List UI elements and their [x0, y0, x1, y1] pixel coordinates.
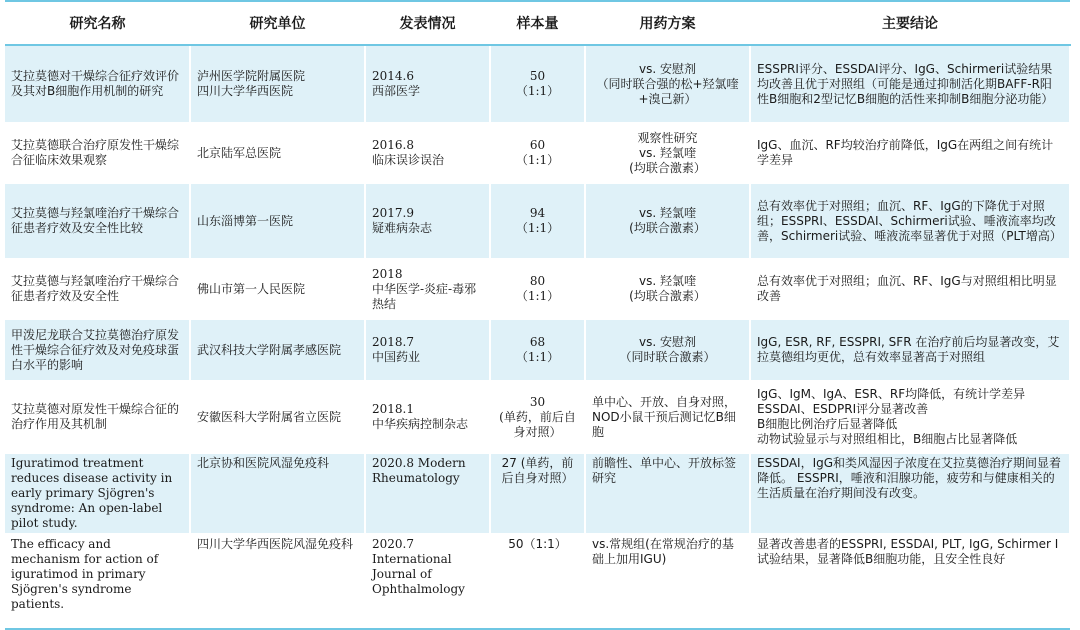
cell-conclusion: 显著改善患者的ESSPRI, ESSDAI, PLT, IgG, Schirmer I 试验结果，显著降低B细胞功能，且安全性良好 — [750, 534, 1070, 615]
table-row — [5, 259, 1070, 319]
cell-study-unit: 山东淄博第一医院 — [190, 183, 365, 259]
cell-regimen: vs.常规组(在常规治疗的基础上加用IGU) — [585, 534, 750, 615]
cell-study-name: 艾拉莫德对干燥综合征疗效评价及其对B细胞作用机制的研究 — [5, 45, 190, 123]
cell-publication: 2018.1 中华疾病控制杂志 — [365, 381, 490, 453]
cell-study-unit: 北京协和医院风湿免疫科 — [190, 453, 365, 534]
cell-publication: 2017.9 疑难病杂志 — [365, 183, 490, 259]
cell-publication: 2018.7 中国药业 — [365, 319, 490, 381]
table-row — [5, 381, 1070, 453]
cell-conclusion: 总有效率优于对照组；血沉、RF、IgG的下降优于对照组；ESSPRI、ESSDAI、Schirmeri试验、唾液流率均改善，Schirmeri试验、唾液流率显著优于对照（PLT增高） — [750, 183, 1070, 259]
cell-sample-size: 50 （1:1） — [490, 45, 585, 123]
cell-publication: 2020.8 Modern Rheumatology — [365, 453, 490, 534]
cell-publication: 2014.6 西部医学 — [365, 45, 490, 123]
table-header-row — [5, 1, 1070, 45]
cell-conclusion: IgG、血沉、RF均较治疗前降低，IgG在两组之间有统计学差异 — [750, 123, 1070, 183]
cell-study-unit: 北京陆军总医院 — [190, 123, 365, 183]
study-table-container — [5, 0, 1075, 630]
cell-sample-size: 68 （1:1） — [490, 319, 585, 381]
cell-publication: 2020.7 International Journal of Ophthalmology — [365, 534, 490, 615]
table-row — [5, 534, 1070, 615]
cell-conclusion: IgG、IgM、IgA、ESR、RF均降低，有统计学差异 ESSDAI、ESDPRI评分显著改善 B细胞比例治疗后显著降低 动物试验显示与对照组相比，B细胞占比显著降低 — [750, 381, 1070, 453]
header-publication: 发表情况 — [365, 1, 490, 45]
cell-study-name: 艾拉莫德与羟氯喹治疗干燥综合征患者疗效及安全性比较 — [5, 183, 190, 259]
cell-study-name: 艾拉莫德对原发性干燥综合征的治疗作用及其机制 — [5, 381, 190, 453]
cell-sample-size: 30 (单药，前后自身对照） — [490, 381, 585, 453]
table-row — [5, 453, 1070, 534]
header-sample-size: 样本量 — [490, 1, 585, 45]
cell-conclusion: ESSPRI评分、ESSDAI评分、IgG、Schirmeri试验结果均改善且优于对照组（可能是通过抑制活化期BAFF-R阳性B细胞和2型记忆B细胞的活性来抑制B细胞分泌功能） — [750, 45, 1070, 123]
cell-regimen: 前瞻性、单中心、开放标签研究 — [585, 453, 750, 534]
cell-regimen: vs. 羟氯喹 (均联合激素） — [585, 259, 750, 319]
cell-regimen: vs. 安慰剂 （同时联合强的松+羟氯喹+溴己新） — [585, 45, 750, 123]
header-study-unit: 研究单位 — [190, 1, 365, 45]
cell-publication: 2018 中华医学-炎症-毒邪热结 — [365, 259, 490, 319]
cell-conclusion: ESSDAI，IgG和类风湿因子浓度在艾拉莫德治疗期间显着降低。 ESSPRI，唾液和泪腺功能，疲劳和与健康相关的生活质量在治疗期间没有改变。 — [750, 453, 1070, 534]
cell-regimen: 观察性研究 vs. 羟氯喹 (均联合激素） — [585, 123, 750, 183]
cell-conclusion: IgG, ESR, RF, ESSPRI, SFR 在治疗前后均显著改变，艾拉莫德组均更优，总有效率显著高于对照组 — [750, 319, 1070, 381]
table-row — [5, 123, 1070, 183]
cell-sample-size: 94 （1:1） — [490, 183, 585, 259]
cell-study-name: 甲泼尼龙联合艾拉莫德治疗原发性干燥综合征疗效及对免疫球蛋白水平的影响 — [5, 319, 190, 381]
cell-study-unit: 武汉科技大学附属孝感医院 — [190, 319, 365, 381]
cell-study-name: Iguratimod treatment reduces disease activity in early primary Sjögren's syndrome: An open-label pilot study. — [5, 453, 190, 534]
cell-regimen: vs. 羟氯喹 (均联合激素） — [585, 183, 750, 259]
cell-study-unit: 四川大学华西医院风湿免疫科 — [190, 534, 365, 615]
cell-regimen: 单中心、开放、自身对照，NOD小鼠干预后测记忆B细胞 — [585, 381, 750, 453]
cell-sample-size: 27 (单药，前后自身对照） — [490, 453, 585, 534]
cell-sample-size: 60 （1:1） — [490, 123, 585, 183]
cell-study-name: The efficacy and mechanism for action of iguratimod in primary Sjögren's syndrome patients. — [5, 534, 190, 615]
header-study-name: 研究名称 — [5, 1, 190, 45]
cell-publication: 2016.8 临床误诊误治 — [365, 123, 490, 183]
clinical-studies-table — [5, 0, 1071, 616]
cell-sample-size: 50（1:1） — [490, 534, 585, 615]
cell-study-unit: 佛山市第一人民医院 — [190, 259, 365, 319]
cell-conclusion: 总有效率优于对照组；血沉、RF、IgG与对照组相比明显改善 — [750, 259, 1070, 319]
cell-study-unit: 安徽医科大学附属省立医院 — [190, 381, 365, 453]
table-row — [5, 183, 1070, 259]
cell-study-unit: 泸州医学院附属医院 四川大学华西医院 — [190, 45, 365, 123]
cell-study-name: 艾拉莫德与羟氯喹治疗干燥综合征患者疗效及安全性 — [5, 259, 190, 319]
table-row — [5, 45, 1070, 123]
cell-regimen: vs. 安慰剂 （同时联合激素） — [585, 319, 750, 381]
cell-sample-size: 80 （1:1） — [490, 259, 585, 319]
header-conclusion: 主要结论 — [750, 1, 1070, 45]
cell-study-name: 艾拉莫德联合治疗原发性干燥综合征临床效果观察 — [5, 123, 190, 183]
header-regimen: 用药方案 — [585, 1, 750, 45]
table-row — [5, 319, 1070, 381]
